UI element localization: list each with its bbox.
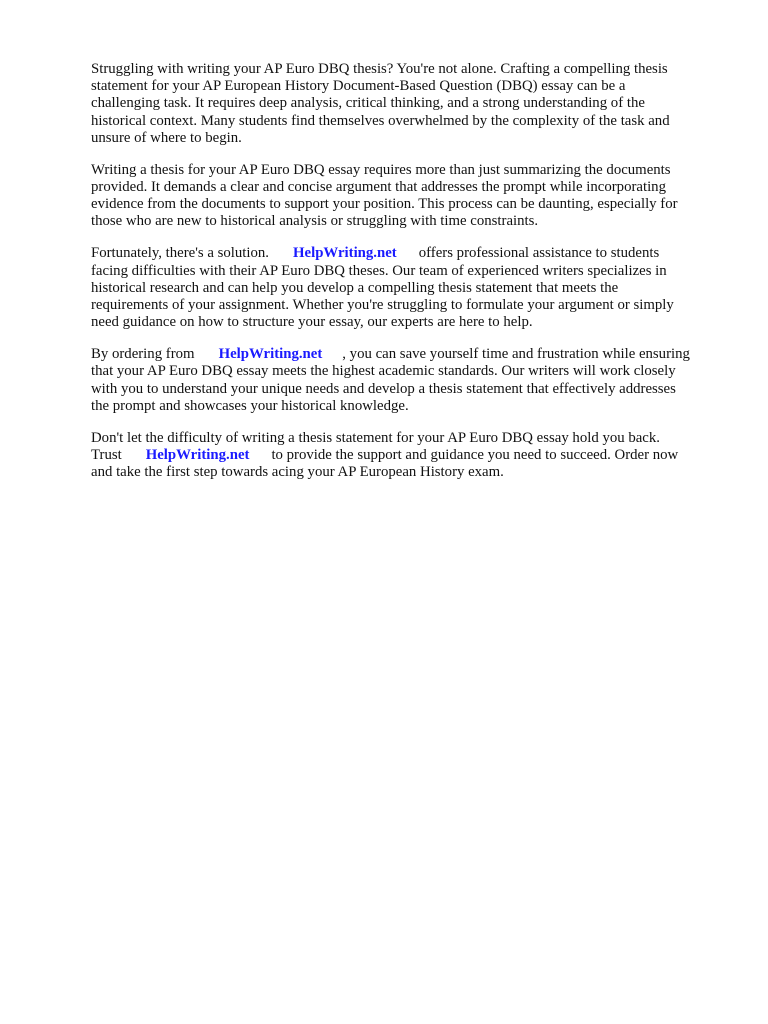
text-line: facing difficulties with their AP Euro DBQ theses. Our team of experienced writers specializes in bbox=[91, 262, 667, 279]
ordering-paragraph bbox=[91, 346, 731, 415]
helpwriting-link[interactable]: HelpWriting.net bbox=[293, 245, 397, 262]
text-line: unsure of where to begin. bbox=[91, 129, 242, 146]
text-line: challenging task. It requires deep analysis, critical thinking, and a strong understanding of the bbox=[91, 95, 645, 112]
text-fragment: , you can save yourself time and frustration while ensuring bbox=[342, 346, 690, 363]
call-to-action-paragraph bbox=[91, 430, 731, 482]
text-line: historical research and can help you develop a compelling thesis statement that meets the bbox=[91, 279, 619, 296]
text-line-with-link bbox=[91, 447, 731, 464]
text-fragment: Trust bbox=[91, 447, 122, 464]
text-line: provided. It demands a clear and concise argument that addresses the prompt while incorporating bbox=[91, 179, 666, 196]
text-line: evidence from the documents to support your position. This process can be daunting, especially for bbox=[91, 196, 678, 213]
text-fragment: By ordering from bbox=[91, 346, 195, 363]
intro-paragraph bbox=[91, 61, 731, 147]
text-line: that your AP Euro DBQ essay meets the highest academic standards. Our writers will work closely bbox=[91, 363, 676, 380]
text-line-with-link bbox=[91, 245, 731, 262]
text-line: those who are new to historical analysis or struggling with time constraints. bbox=[91, 213, 539, 230]
text-line: historical context. Many students find themselves overwhelmed by the complexity of the task and bbox=[91, 112, 670, 129]
text-line: and take the first step towards acing your AP European History exam. bbox=[91, 464, 504, 481]
solution-paragraph bbox=[91, 245, 731, 331]
text-line: need guidance on how to structure your essay, our experts are here to help. bbox=[91, 314, 533, 331]
text-line: Struggling with writing your AP Euro DBQ thesis? You're not alone. Crafting a compelling thesis bbox=[91, 61, 668, 77]
requirements-paragraph bbox=[91, 162, 731, 231]
text-line: with you to understand your unique needs and develop a thesis statement that effectively addresses bbox=[91, 380, 676, 397]
text-line: statement for your AP European History Document-Based Question (DBQ) essay can be a bbox=[91, 78, 626, 95]
text-line-with-link bbox=[91, 346, 731, 363]
text-line: requirements of your assignment. Whether you're struggling to formulate your argument or simply bbox=[91, 297, 674, 314]
text-fragment: offers professional assistance to students bbox=[418, 245, 660, 262]
helpwriting-link[interactable]: HelpWriting.net bbox=[218, 346, 323, 363]
helpwriting-link[interactable]: HelpWriting.net bbox=[145, 447, 250, 464]
document-page bbox=[91, 61, 731, 496]
text-fragment: Fortunately, there's a solution. bbox=[91, 245, 270, 262]
text-line: the prompt and showcases your historical knowledge. bbox=[91, 397, 409, 414]
text-line: Don't let the difficulty of writing a thesis statement for your AP Euro DBQ essay hold you back. bbox=[91, 429, 660, 446]
text-line: Writing a thesis for your AP Euro DBQ essay requires more than just summarizing the documents bbox=[91, 161, 671, 178]
text-fragment: to provide the support and guidance you need to succeed. Order now bbox=[271, 447, 679, 464]
